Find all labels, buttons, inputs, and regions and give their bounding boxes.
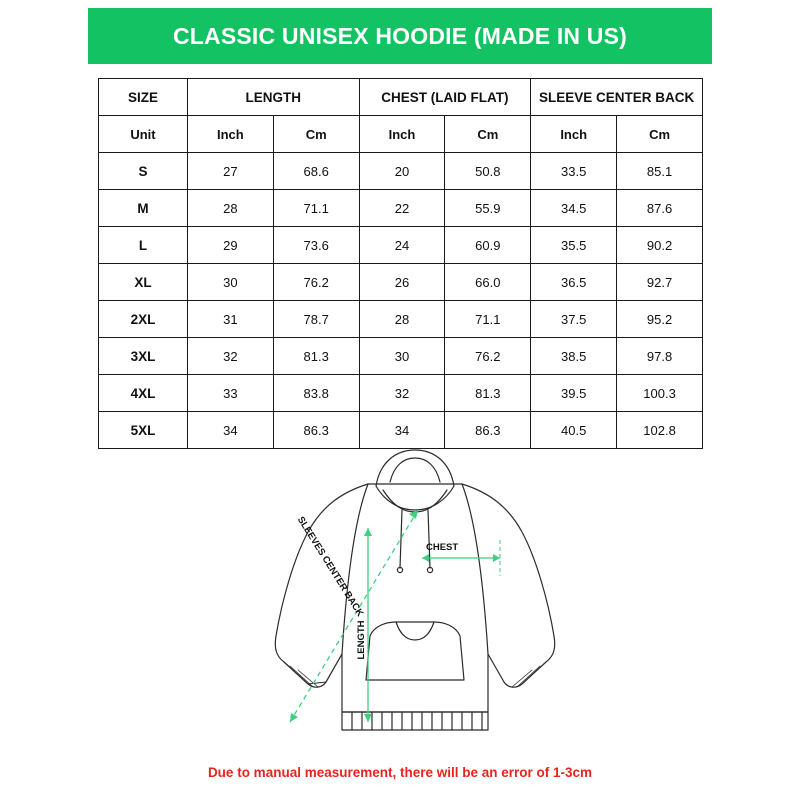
cell-chest-cm: 55.9 [445, 190, 531, 227]
cell-chest-in: 26 [359, 264, 445, 301]
header-length: LENGTH [187, 79, 359, 116]
unit-chest-inch: Inch [359, 116, 445, 153]
cell-length-cm: 68.6 [273, 153, 359, 190]
page-title: CLASSIC UNISEX HOODIE (MADE IN US) [172, 22, 628, 49]
cell-sleeve-cm: 92.7 [617, 264, 703, 301]
cell-length-in: 30 [187, 264, 273, 301]
header-banner [88, 8, 712, 64]
cell-chest-in: 22 [359, 190, 445, 227]
cell-sleeve-cm: 95.2 [617, 301, 703, 338]
cell-length-in: 32 [187, 338, 273, 375]
cell-length-in: 31 [187, 301, 273, 338]
cell-chest-in: 32 [359, 375, 445, 412]
cell-sleeve-cm: 87.6 [617, 190, 703, 227]
cell-sleeve-in: 40.5 [531, 412, 617, 449]
label-chest: CHEST [426, 542, 459, 553]
hoodie-illustration [250, 440, 580, 760]
cell-chest-cm: 81.3 [445, 375, 531, 412]
cell-sleeve-cm: 97.8 [617, 338, 703, 375]
cell-chest-in: 30 [359, 338, 445, 375]
cell-length-cm: 76.2 [273, 264, 359, 301]
cell-chest-in: 28 [359, 301, 445, 338]
table-unit-row [99, 116, 703, 153]
cell-sleeve-in: 38.5 [531, 338, 617, 375]
cell-chest-in: 20 [359, 153, 445, 190]
cell-length-in: 33 [187, 375, 273, 412]
cell-size: 3XL [99, 338, 188, 375]
cell-length-in: 29 [187, 227, 273, 264]
cell-chest-in: 24 [359, 227, 445, 264]
table-row [99, 153, 703, 190]
cell-length-cm: 86.3 [273, 412, 359, 449]
cell-size: 2XL [99, 301, 188, 338]
cell-sleeve-cm: 102.8 [617, 412, 703, 449]
cell-length-in: 34 [187, 412, 273, 449]
table-group-header-row [99, 79, 703, 116]
cell-size: M [99, 190, 188, 227]
table-row [99, 375, 703, 412]
table-row [99, 338, 703, 375]
header-chest: CHEST (LAID FLAT) [359, 79, 531, 116]
cell-sleeve-cm: 85.1 [617, 153, 703, 190]
unit-sleeve-cm: Cm [617, 116, 703, 153]
label-sleeves: SLEEVES CENTER BACK [294, 514, 366, 619]
table-row [99, 264, 703, 301]
cell-chest-cm: 86.3 [445, 412, 531, 449]
cell-length-cm: 71.1 [273, 190, 359, 227]
cell-sleeve-in: 35.5 [531, 227, 617, 264]
unit-length-cm: Cm [273, 116, 359, 153]
cell-sleeve-in: 37.5 [531, 301, 617, 338]
cell-length-cm: 78.7 [273, 301, 359, 338]
unit-chest-cm: Cm [445, 116, 531, 153]
table-row [99, 227, 703, 264]
cell-size: 4XL [99, 375, 188, 412]
cell-sleeve-in: 33.5 [531, 153, 617, 190]
measurement-disclaimer: Due to manual measurement, there will be an error of 1-3cm [207, 765, 593, 780]
cell-size: XL [99, 264, 188, 301]
hoodie-outline-icon [275, 450, 554, 730]
cell-size: S [99, 153, 188, 190]
cell-length-cm: 73.6 [273, 227, 359, 264]
cell-chest-cm: 66.0 [445, 264, 531, 301]
header-size: SIZE [99, 79, 188, 116]
label-length: LENGTH [356, 620, 367, 660]
cell-sleeve-cm: 100.3 [617, 375, 703, 412]
header-sleeve: SLEEVE CENTER BACK [531, 79, 703, 116]
cell-sleeve-in: 36.5 [531, 264, 617, 301]
cell-length-cm: 81.3 [273, 338, 359, 375]
table-row [99, 190, 703, 227]
unit-length-inch: Inch [187, 116, 273, 153]
cell-size: L [99, 227, 188, 264]
cell-length-in: 27 [187, 153, 273, 190]
cell-size: 5XL [99, 412, 188, 449]
cell-length-in: 28 [187, 190, 273, 227]
cell-sleeve-cm: 90.2 [617, 227, 703, 264]
cell-chest-cm: 50.8 [445, 153, 531, 190]
table-row [99, 301, 703, 338]
cell-sleeve-in: 39.5 [531, 375, 617, 412]
cell-sleeve-in: 34.5 [531, 190, 617, 227]
cell-chest-cm: 71.1 [445, 301, 531, 338]
size-table-wrapper [98, 78, 703, 449]
size-table [98, 78, 703, 449]
cell-chest-cm: 76.2 [445, 338, 531, 375]
cell-length-cm: 83.8 [273, 375, 359, 412]
unit-sleeve-inch: Inch [531, 116, 617, 153]
unit-label: Unit [99, 116, 188, 153]
cell-chest-cm: 60.9 [445, 227, 531, 264]
cell-chest-in: 34 [359, 412, 445, 449]
